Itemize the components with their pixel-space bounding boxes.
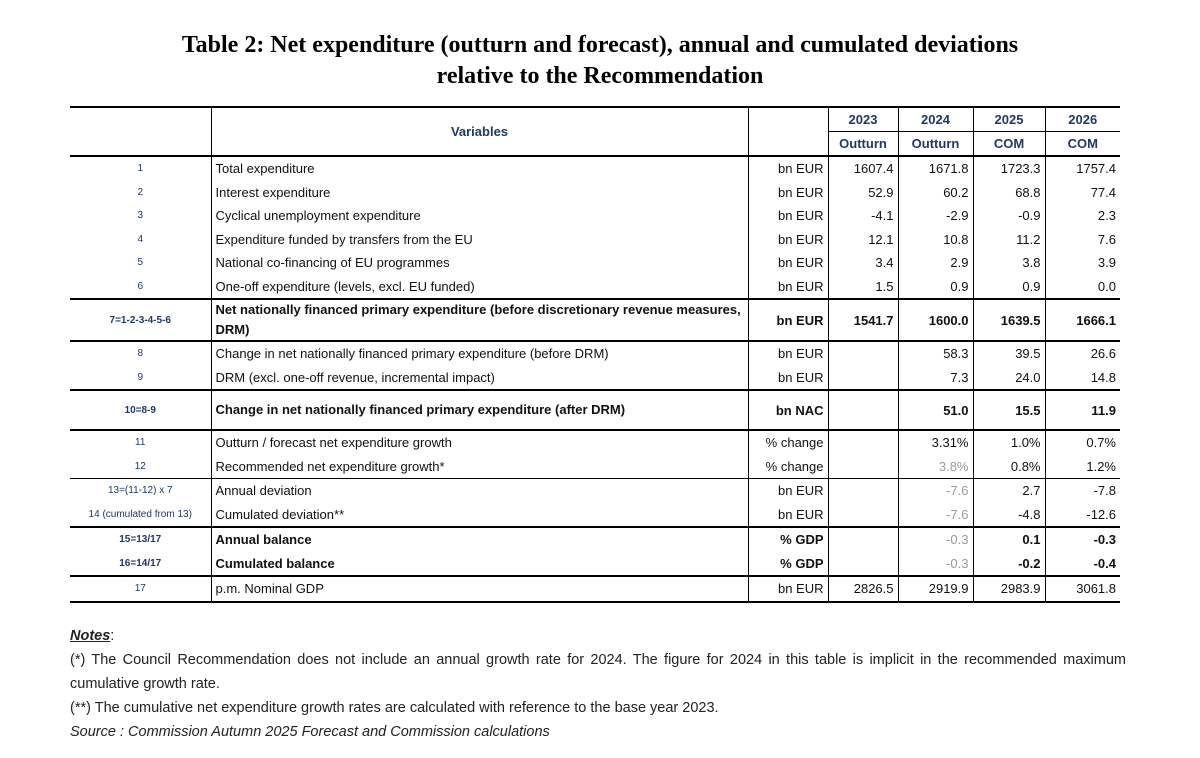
cell-value: 0.9	[898, 275, 973, 300]
row-code: 8	[137, 348, 144, 360]
cell-value: 0.1	[973, 527, 1045, 552]
cell-value: 3.31%	[898, 430, 973, 455]
cell-value: 58.3	[898, 341, 973, 366]
cell-value: 11.9	[1045, 390, 1120, 430]
notes-section	[70, 624, 1126, 744]
table-row	[70, 503, 1120, 528]
cell-value: -0.3	[898, 552, 973, 577]
row-label: Annual balance	[211, 527, 748, 552]
row-unit: bn EUR	[748, 341, 828, 366]
table-row	[70, 275, 1120, 300]
row-label: DRM (excl. one-off revenue, incremental impact)	[211, 366, 748, 391]
row-label: Expenditure funded by transfers from the EU	[211, 228, 748, 252]
cell-value: -2.9	[898, 204, 973, 228]
table-row-annual-balance	[70, 527, 1120, 552]
row-unit: bn EUR	[748, 181, 828, 205]
cell-value: 2983.9	[973, 576, 1045, 602]
table-row-change-after-drm	[70, 390, 1120, 430]
year-header: 2023	[828, 107, 898, 132]
header-row-years	[70, 107, 1120, 132]
cell-value: 10.8	[898, 228, 973, 252]
table-row	[70, 181, 1120, 205]
cell-value: 7.6	[1045, 228, 1120, 252]
cell-value: -0.9	[973, 204, 1045, 228]
row-unit: % change	[748, 430, 828, 455]
cell-value: 0.0	[1045, 275, 1120, 300]
notes-colon: :	[110, 628, 115, 644]
row-label: Interest expenditure	[211, 181, 748, 205]
cell-value: 2.9	[898, 251, 973, 275]
status-header: Outturn	[828, 132, 898, 157]
cell-value: 1.0%	[973, 430, 1045, 455]
row-code: 14 (cumulated from 13)	[70, 503, 211, 528]
cell-value: 11.2	[973, 228, 1045, 252]
cell-value	[828, 503, 898, 528]
note-1: (*) The Council Recommendation does not include an annual growth rate for 2024. The figure for 2024 in this table is implicit in the recommended maximum cumulative growth rate.	[70, 652, 1126, 692]
table-row	[70, 251, 1120, 275]
table-row	[70, 366, 1120, 391]
cell-value	[828, 430, 898, 455]
cell-value: -7.6	[898, 503, 973, 528]
row-unit: bn EUR	[748, 204, 828, 228]
cell-value: -7.6	[898, 479, 973, 503]
cell-value: 1600.0	[898, 299, 973, 341]
row-unit: % change	[748, 455, 828, 479]
title-line-2: relative to the Recommendation	[436, 63, 764, 89]
cell-value: 60.2	[898, 181, 973, 205]
cell-value: 2.7	[973, 479, 1045, 503]
cell-value: 1723.3	[973, 156, 1045, 181]
row-unit: % GDP	[748, 527, 828, 552]
status-header: COM	[1045, 132, 1120, 157]
cell-value: -4.8	[973, 503, 1045, 528]
cell-value: 1541.7	[828, 299, 898, 341]
table-row	[70, 455, 1120, 479]
cell-value: 1639.5	[973, 299, 1045, 341]
row-unit: bn EUR	[748, 366, 828, 391]
row-label: Cumulated deviation**	[211, 503, 748, 528]
cell-value	[828, 366, 898, 391]
cell-value	[828, 390, 898, 430]
row-label: Total expenditure	[211, 156, 748, 181]
row-unit: bn NAC	[748, 390, 828, 430]
row-code: 3	[137, 210, 144, 222]
row-code: 13=(11-12) x 7	[107, 485, 173, 497]
row-unit: bn EUR	[748, 228, 828, 252]
table-row-net-primary-expenditure	[70, 299, 1120, 341]
row-unit: bn EUR	[748, 503, 828, 528]
cell-value: -7.8	[1045, 479, 1120, 503]
cell-value: 14.8	[1045, 366, 1120, 391]
cell-value: 3061.8	[1045, 576, 1120, 602]
cell-value: 3.4	[828, 251, 898, 275]
table-row	[70, 479, 1120, 503]
cell-value: 12.1	[828, 228, 898, 252]
status-header: COM	[973, 132, 1045, 157]
row-code: 5	[137, 257, 144, 269]
row-code: 15=13/17	[70, 527, 211, 552]
notes-heading: Notes	[70, 628, 111, 644]
table-row-cumulated-balance	[70, 552, 1120, 577]
note-2: (**) The cumulative net expenditure growth rates are calculated with reference to the base year 2023.	[70, 700, 719, 716]
cell-value: 7.3	[898, 366, 973, 391]
cell-value: 1.5	[828, 275, 898, 300]
source-note: Source : Commission Autumn 2025 Forecast and Commission calculations	[70, 724, 550, 740]
row-code: 10=8-9	[70, 390, 211, 430]
cell-value	[828, 552, 898, 577]
row-code: 12	[70, 455, 211, 479]
row-unit: bn EUR	[748, 299, 828, 341]
cell-value: 3.8%	[898, 455, 973, 479]
row-label: Change in net nationally financed primary expenditure (before DRM)	[211, 341, 748, 366]
unit-header	[748, 107, 828, 156]
row-code: 9	[137, 371, 144, 383]
table-row	[70, 156, 1120, 181]
row-code: 7=1-2-3-4-5-6	[70, 299, 211, 341]
cell-value: 0.9	[973, 275, 1045, 300]
cell-value: -0.4	[1045, 552, 1120, 577]
cell-value: -0.2	[973, 552, 1045, 577]
cell-value: 1666.1	[1045, 299, 1120, 341]
row-unit: bn EUR	[748, 275, 828, 300]
row-unit: bn EUR	[748, 576, 828, 602]
table-row-nominal-gdp	[70, 576, 1120, 602]
cell-value	[828, 341, 898, 366]
cell-value: -0.3	[898, 527, 973, 552]
row-label: Recommended net expenditure growth*	[211, 455, 748, 479]
row-code: 16=14/17	[70, 552, 211, 577]
cell-value: 51.0	[898, 390, 973, 430]
cell-value: 24.0	[973, 366, 1045, 391]
status-header: Outturn	[898, 132, 973, 157]
row-label: Annual deviation	[211, 479, 748, 503]
cell-value: 2826.5	[828, 576, 898, 602]
row-code: 1	[137, 163, 144, 175]
cell-value: 2919.9	[898, 576, 973, 602]
cell-value	[828, 479, 898, 503]
row-unit: bn EUR	[748, 479, 828, 503]
year-header: 2024	[898, 107, 973, 132]
cell-value: 15.5	[973, 390, 1045, 430]
row-code: 11	[135, 437, 146, 449]
table-row	[70, 204, 1120, 228]
table-row	[70, 228, 1120, 252]
row-label: Cyclical unemployment expenditure	[211, 204, 748, 228]
code-header	[70, 107, 211, 156]
row-label: Cumulated balance	[211, 552, 748, 577]
row-code: 2	[137, 186, 144, 198]
cell-value: 0.7%	[1045, 430, 1120, 455]
row-label: Net nationally financed primary expenditure (before discretionary revenue measures, DRM)	[211, 299, 748, 341]
row-code: 4	[137, 233, 144, 245]
cell-value: 68.8	[973, 181, 1045, 205]
net-expenditure-table	[70, 106, 1120, 603]
cell-value	[828, 527, 898, 552]
cell-value	[828, 455, 898, 479]
cell-value: 1.2%	[1045, 455, 1120, 479]
row-unit: bn EUR	[748, 156, 828, 181]
cell-value: 52.9	[828, 181, 898, 205]
cell-value: 2.3	[1045, 204, 1120, 228]
row-unit: bn EUR	[748, 251, 828, 275]
row-label: One-off expenditure (levels, excl. EU funded)	[211, 275, 748, 300]
table-row	[70, 430, 1120, 455]
cell-value: 0.8%	[973, 455, 1045, 479]
row-label: National co-financing of EU programmes	[211, 251, 748, 275]
row-label: Outturn / forecast net expenditure growth	[211, 430, 748, 455]
year-header: 2026	[1045, 107, 1120, 132]
cell-value: 3.8	[973, 251, 1045, 275]
row-label: Change in net nationally financed primary expenditure (after DRM)	[211, 390, 748, 430]
row-code: 6	[137, 280, 144, 292]
year-header: 2025	[973, 107, 1045, 132]
cell-value: 1607.4	[828, 156, 898, 181]
cell-value: 26.6	[1045, 341, 1120, 366]
cell-value: -0.3	[1045, 527, 1120, 552]
cell-value: 77.4	[1045, 181, 1120, 205]
cell-value: 1671.8	[898, 156, 973, 181]
row-label: p.m. Nominal GDP	[211, 576, 748, 602]
variables-header: Variables	[211, 107, 748, 156]
row-unit: % GDP	[748, 552, 828, 577]
title-line-1: Table 2: Net expenditure (outturn and forecast), annual and cumulated deviations	[181, 32, 1019, 58]
row-code: 17	[70, 576, 211, 602]
cell-value: -12.6	[1045, 503, 1120, 528]
table-title	[0, 30, 1200, 92]
cell-value: 3.9	[1045, 251, 1120, 275]
table-row	[70, 341, 1120, 366]
cell-value: 39.5	[973, 341, 1045, 366]
cell-value: -4.1	[828, 204, 898, 228]
cell-value: 1757.4	[1045, 156, 1120, 181]
